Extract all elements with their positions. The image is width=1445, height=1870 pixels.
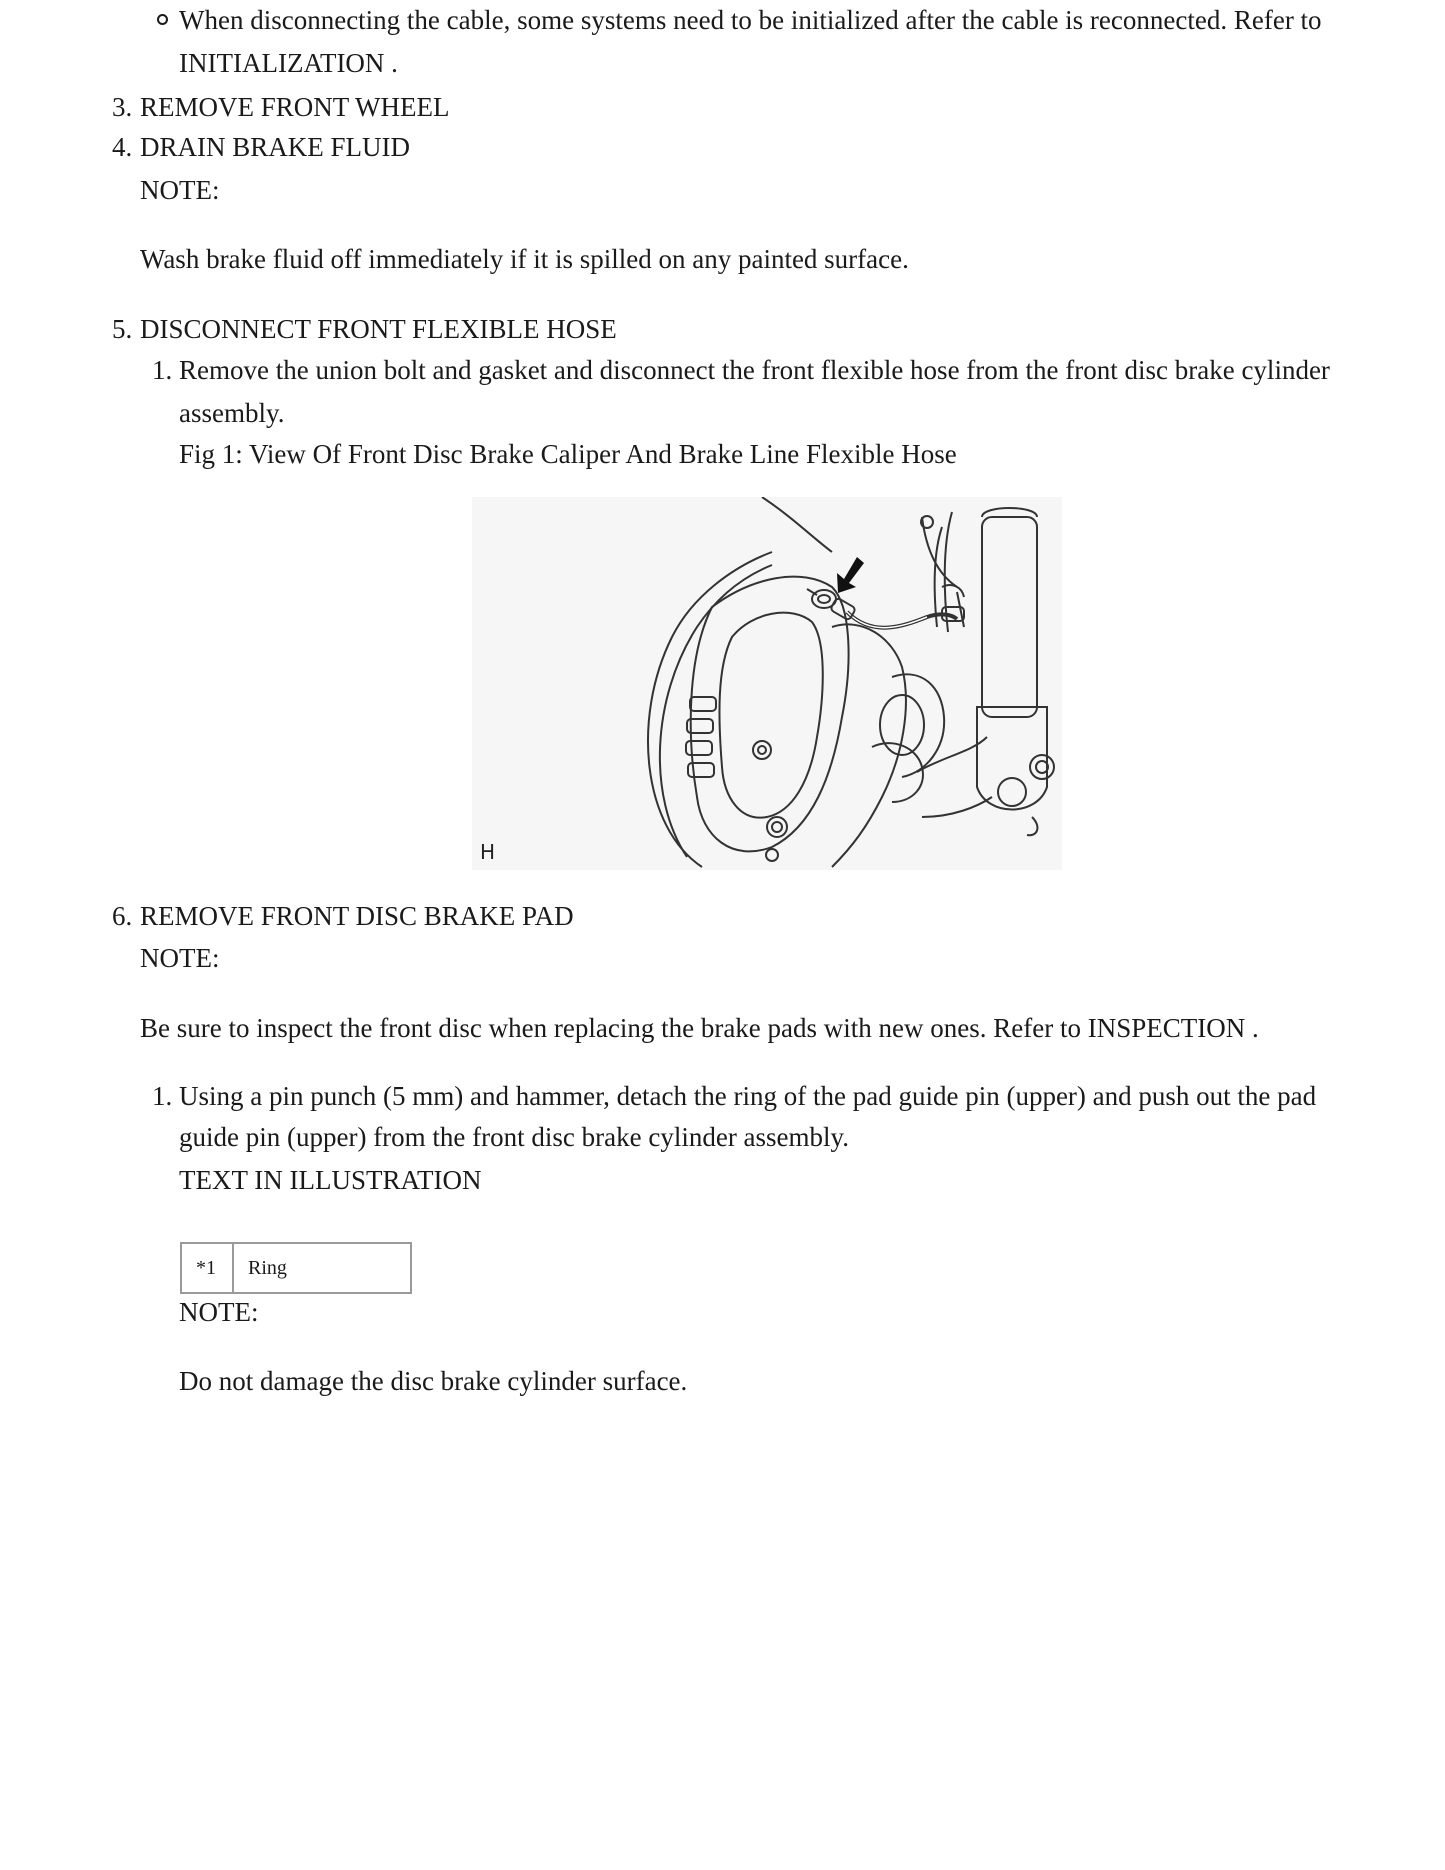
step-5-number: 5. bbox=[112, 314, 133, 344]
bullet-text-line2: INITIALIZATION . bbox=[179, 48, 398, 78]
step-4-note-text: Wash brake fluid off immediately if it is spilled on any painted surface. bbox=[140, 244, 909, 274]
figure-corner-label: H bbox=[480, 840, 496, 864]
illustration-heading: TEXT IN ILLUSTRATION bbox=[179, 1165, 482, 1195]
bullet-text-line1: When disconnecting the cable, some systems need to be initialized after the cable is reconnected. Refer to bbox=[179, 5, 1322, 35]
step-4-note-label: NOTE: bbox=[140, 175, 220, 205]
step-6-sub1-text-line2: guide pin (upper) from the front disc brake cylinder assembly. bbox=[179, 1122, 850, 1152]
figure-caption: Fig 1: View Of Front Disc Brake Caliper And Brake Line Flexible Hose bbox=[179, 439, 957, 469]
step-3-number: 3. bbox=[112, 92, 133, 122]
brake-caliper-drawing bbox=[472, 497, 1062, 870]
step-5-sub1-text-line2: assembly. bbox=[179, 398, 285, 428]
step-3-title: REMOVE FRONT WHEEL bbox=[140, 92, 450, 122]
step-6-note2-label: NOTE: bbox=[179, 1297, 259, 1327]
step-6-note2-text: Do not damage the disc brake cylinder surface. bbox=[179, 1366, 688, 1396]
step-6-note-label: NOTE: bbox=[140, 943, 220, 973]
step-6-number: 6. bbox=[112, 901, 133, 931]
table-row bbox=[181, 1243, 411, 1293]
step-4-title: DRAIN BRAKE FLUID bbox=[140, 132, 410, 162]
step-6-sub1-number: 1. bbox=[152, 1081, 173, 1111]
step-5-sub1-text-line1: Remove the union bolt and gasket and disconnect the front flexible hose from the front disc brake cylinder bbox=[179, 355, 1330, 385]
bullet-marker bbox=[157, 14, 168, 25]
step-6-sub1-text-line1: Using a pin punch (5 mm) and hammer, detach the ring of the pad guide pin (upper) and push out the pad bbox=[179, 1081, 1317, 1111]
step-6-title: REMOVE FRONT DISC BRAKE PAD bbox=[140, 901, 574, 931]
step-6-note-text: Be sure to inspect the front disc when replacing the brake pads with new ones. Refer to INSPECTION . bbox=[140, 1013, 1259, 1043]
step-4-number: 4. bbox=[112, 132, 133, 162]
legend-number: *1 bbox=[181, 1243, 233, 1293]
step-5-title: DISCONNECT FRONT FLEXIBLE HOSE bbox=[140, 314, 617, 344]
brake-caliper-figure bbox=[472, 497, 1062, 870]
illustration-legend-table bbox=[180, 1242, 412, 1294]
step-5-sub1-number: 1. bbox=[152, 355, 173, 385]
legend-description: Ring bbox=[233, 1243, 411, 1293]
